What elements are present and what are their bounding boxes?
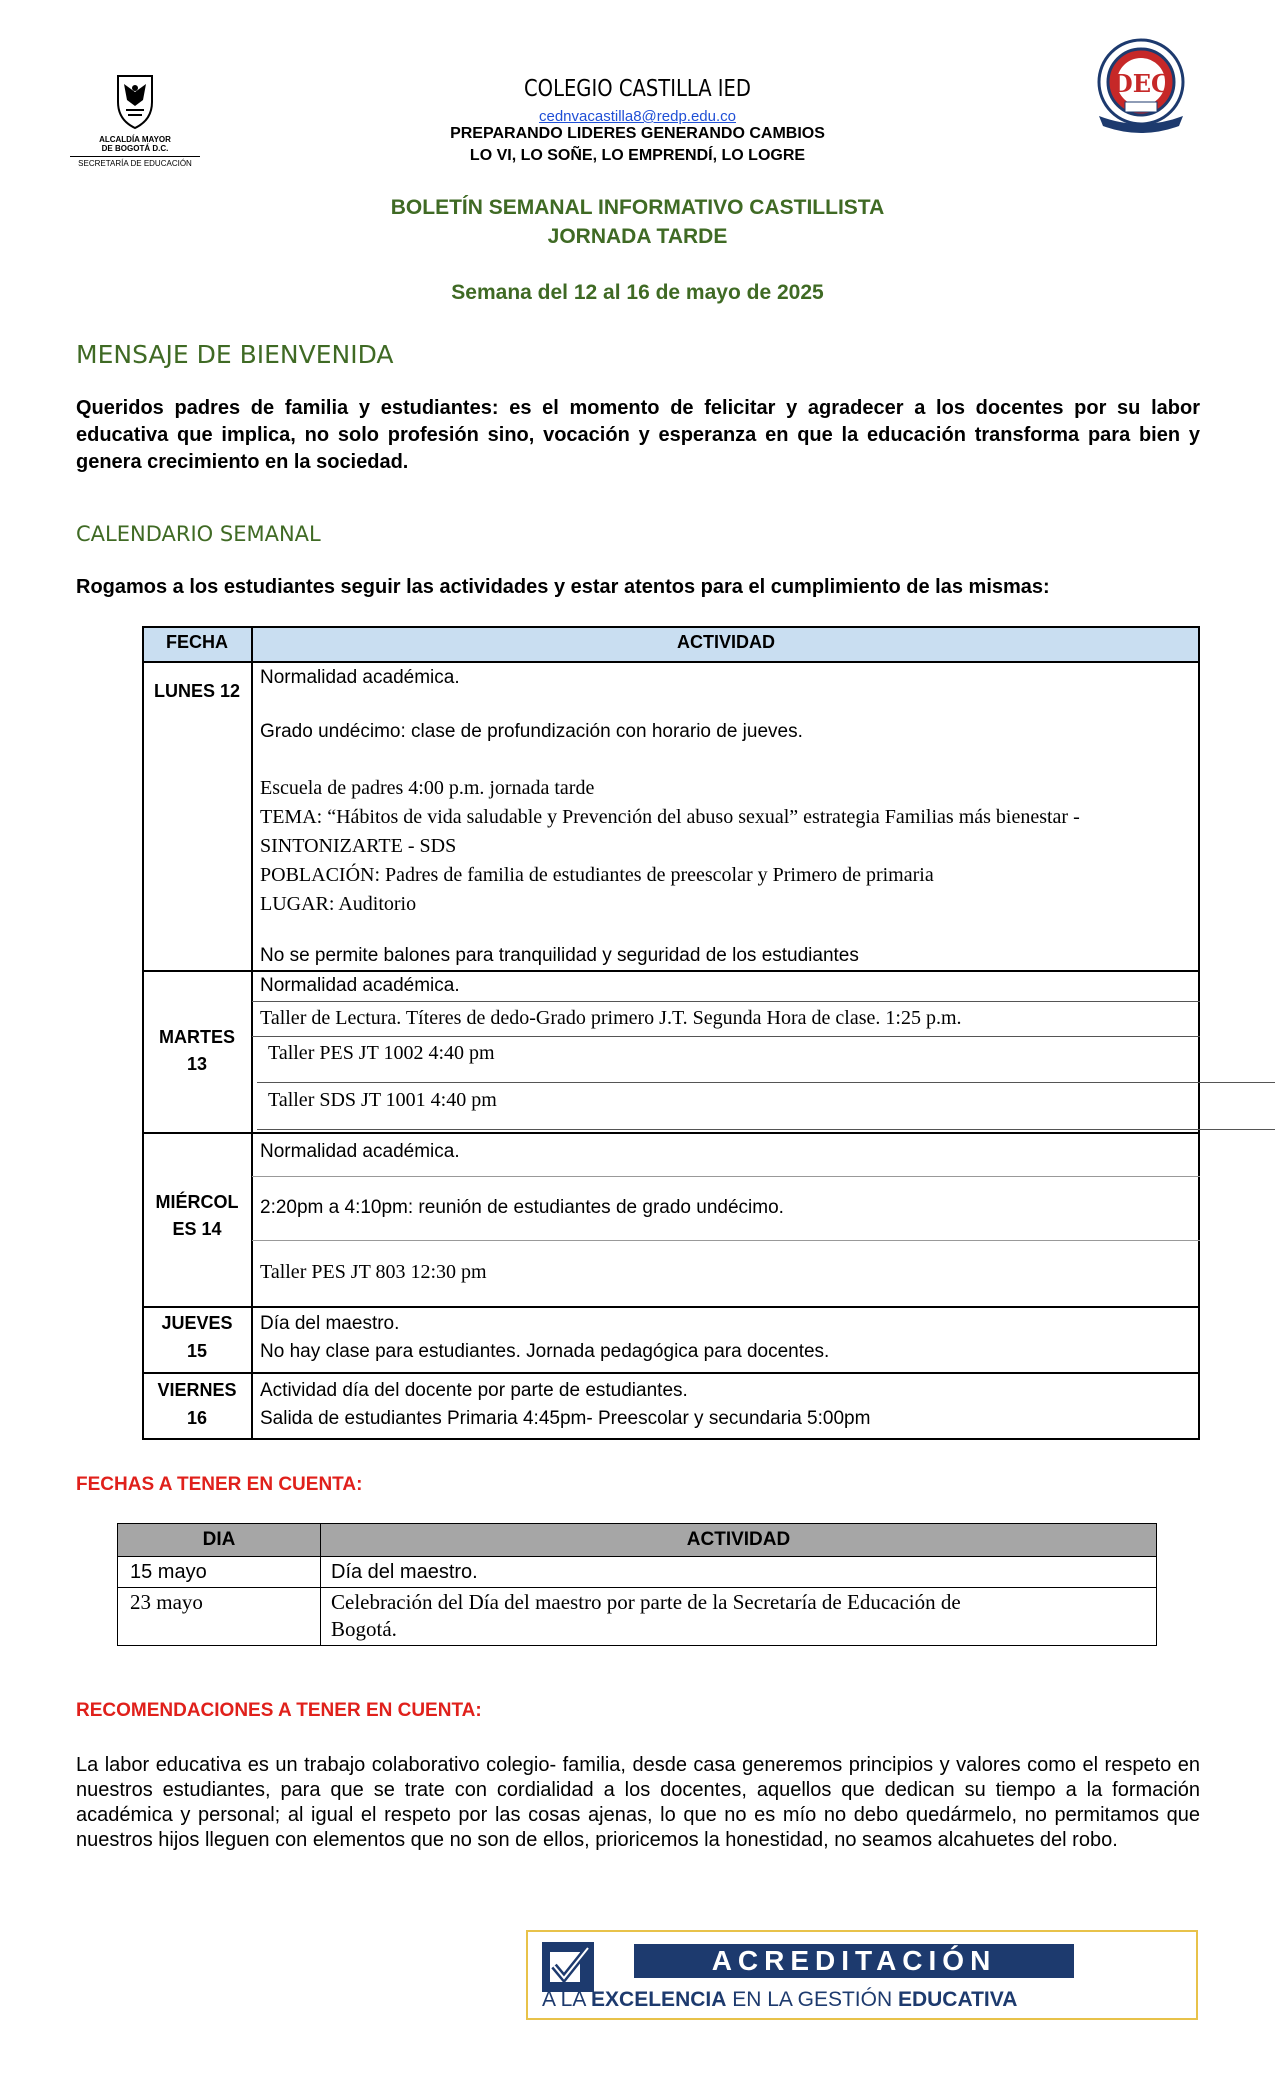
dates-col-day: DIA [202,1529,236,1550]
school-email-link[interactable]: cednvacastilla8@redp.edu.co [538,108,736,125]
dates-row-1-day: 15 mayo [130,1561,207,1583]
accreditation-badge [526,1930,1198,2020]
tuesday-line-1: Normalidad académica. [260,975,460,996]
school-crest [1093,36,1193,136]
day-wednesday: MIÉRCOL [155,1192,239,1212]
accreditation-title: ACREDITACIÓN [711,1945,997,1976]
bulletin-subtitle: JORNADA TARDE [547,225,728,248]
col-header-date: FECHA [166,632,228,652]
thursday-line-1: Día del maestro. [260,1313,400,1334]
check-icon [542,1942,594,1992]
day-wednesday-num: ES 14 [172,1219,222,1239]
logo-text-1: ALCALDÍA MAYOR [99,135,171,144]
svg-text:DEC: DEC [1111,69,1171,98]
dates-row-2-activity-1: Celebración del Día del maestro por parte de la Secretaría de Educación de [331,1590,961,1614]
recommendations-heading: RECOMENDACIONES A TENER EN CUENTA: [76,1700,482,1721]
monday-line-7: LUGAR: Auditorio [260,893,417,915]
dates-row-1-activity: Día del maestro. [331,1561,478,1583]
calendar-intro: Rogamos a los estudiantes seguir las actividades y estar atentos para el cumplimiento de las mismas: [76,576,1050,598]
monday-line-6: POBLACIÓN: Padres de familia de estudiantes de preescolar y Primero de primaria [260,864,934,886]
accreditation-subtitle: A LA EXCELENCIA EN LA GESTIÓN EDUCATIVA [542,1988,1018,2011]
col-header-activity: ACTIVIDAD [677,632,775,652]
crest-icon [1093,36,1193,136]
recommendations-text: La labor educativa es un trabajo colaborativo colegio- familia, desde casa generemos principios y valores como el respeto en nuestros estudiantes, para que se trate con cordialidad a los docentes, aquellos que dedican su tiempo a la formación académica y personal; al igual el respeto por las cosas ajenas, lo que no es mío no debo quedármelo, no permitamos que nuestros hijos lleguen con elementos que no son de ellos, prioricemos la honestidad, no seamos alcahuetes del robo. [76,1754,1200,1851]
day-monday: LUNES 12 [153,681,241,701]
monday-line-5: SINTONIZARTE - SDS [260,835,457,857]
dates-col-activity: ACTIVIDAD [686,1529,791,1550]
motto-line-2: LO VI, LO SOÑE, LO EMPRENDÍ, LO LOGRE [469,147,806,164]
monday-line-8: No se permite balones para tranquilidad y seguridad de los estudiantes [260,945,859,966]
welcome-heading: MENSAJE DE BIENVENIDA [76,340,394,369]
monday-line-3: Escuela de padres 4:00 p.m. jornada tarde [260,777,595,799]
tuesday-line-4: Taller SDS JT 1001 4:40 pm [268,1089,497,1111]
day-friday-num: 16 [186,1408,208,1428]
monday-line-2: Grado undécimo: clase de profundización con horario de jueves. [260,721,803,742]
day-tuesday: MARTES [159,1027,235,1047]
school-name: COLEGIO CASTILLA IED [524,76,751,102]
dates-row-2-day: 23 mayo [130,1590,203,1614]
monday-line-4: TEMA: “Hábitos de vida saludable y Prevención del abuso sexual” estrategia Familias más bienestar - [260,806,1080,828]
day-thursday: JUEVES [161,1313,233,1333]
thursday-line-2: No hay clase para estudiantes. Jornada pedagógica para docentes. [260,1341,830,1362]
day-thursday-num: 15 [186,1341,208,1361]
friday-line-2: Salida de estudiantes Primaria 4:45pm- Preescolar y secundaria 5:00pm [260,1408,871,1429]
wednesday-line-3: Taller PES JT 803 12:30 pm [260,1261,487,1283]
welcome-text: Queridos padres de familia y estudiantes: es el momento de felicitar y agradecer a los docentes por su labor educativa que implica, no solo profesión sino, vocación y esperanza en que la educación transforma para bien y genera crecimiento en la sociedad. [76,397,1200,473]
logo-text-3: SECRETARÍA DE EDUCACIÓN [70,156,200,169]
friday-line-1: Actividad día del docente por parte de estudiantes. [260,1380,688,1401]
day-tuesday-num: 13 [186,1054,208,1074]
logo-text-2: DE BOGOTÁ D.C. [101,144,169,153]
calendar-table [142,626,1200,1440]
dates-heading: FECHAS A TENER EN CUENTA: [76,1474,363,1495]
wednesday-line-1: Normalidad académica. [260,1141,460,1162]
bulletin-title: BOLETÍN SEMANAL INFORMATIVO CASTILLISTA [390,196,885,219]
dates-table [117,1523,1157,1646]
day-friday: VIERNES [157,1380,237,1400]
calendar-heading: CALENDARIO SEMANAL [76,522,321,546]
motto-line-1: PREPARANDO LIDERES GENERANDO CAMBIOS [450,125,825,142]
tuesday-line-2: Taller de Lectura. Títeres de dedo-Grado primero J.T. Segunda Hora de clase. 1:25 p.m. [260,1007,962,1029]
dates-row-2-activity-2: Bogotá. [331,1617,397,1641]
wednesday-line-2: 2:20pm a 4:10pm: reunión de estudiantes de grado undécimo. [260,1197,784,1218]
monday-line-1: Normalidad académica. [260,667,460,688]
week-range: Semana del 12 al 16 de mayo de 2025 [451,281,824,304]
tuesday-line-3: Taller PES JT 1002 4:40 pm [268,1042,495,1064]
